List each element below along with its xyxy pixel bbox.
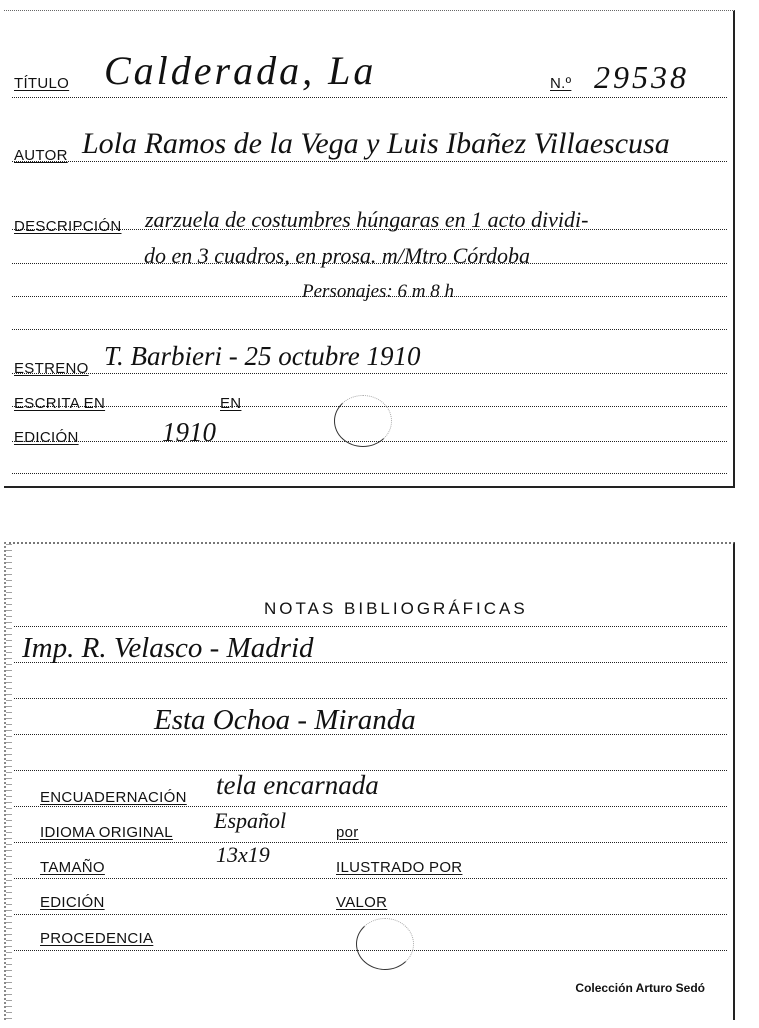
estreno-value: T. Barbieri - 25 octubre 1910 (104, 341, 421, 371)
rule-line (14, 698, 727, 699)
tamano-label: TAMAÑO (40, 859, 105, 876)
escrita-en-label: ESCRITA EN (14, 395, 106, 412)
rule-line (14, 878, 727, 879)
edicion-value: 1910 (162, 417, 216, 447)
titulo-label: TÍTULO (14, 75, 70, 92)
idioma-value: Español (214, 808, 287, 833)
idioma-label: IDIOMA ORIGINAL (40, 824, 173, 841)
autor-label: AUTOR (14, 147, 68, 164)
tamano-value: 13x19 (216, 842, 270, 867)
en-label: EN (220, 395, 242, 412)
rule-line (14, 842, 727, 843)
rule-line (14, 914, 727, 915)
edicion-back-label: EDICIÓN (40, 894, 105, 911)
procedencia-label: PROCEDENCIA (40, 930, 154, 947)
ilustrado-label: ILUSTRADO POR (336, 859, 463, 876)
encuadernacion-value: tela encarnada (216, 770, 379, 800)
estreno-label: ESTRENO (14, 360, 89, 377)
descripcion-line-3: Personajes: 6 m 8 h (302, 281, 454, 302)
note-line-1: Imp. R. Velasco - Madrid (22, 632, 314, 664)
numero-value: 29538 (594, 59, 689, 95)
rule-line (12, 373, 727, 374)
catalog-card-front (4, 10, 735, 488)
autor-value: Lola Ramos de la Vega y Luis Ibañez Villaescusa (82, 127, 670, 160)
collection-credit: Colección Arturo Sedó (575, 981, 705, 995)
rule-line (12, 161, 727, 162)
encuadernacion-label: ENCUADERNACIÓN (40, 789, 187, 806)
catalog-card-back (4, 542, 735, 1020)
note-line-2: Esta Ochoa - Miranda (154, 704, 416, 736)
rule-line (12, 329, 727, 330)
notas-heading: NOTAS BIBLIOGRÁFICAS (264, 599, 528, 618)
descripcion-line-1: zarzuela de costumbres húngaras en 1 acto dividi- (145, 207, 589, 232)
library-stamp (356, 918, 414, 970)
descripcion-label: DESCRIPCIÓN (14, 218, 122, 235)
rule-line (12, 97, 727, 98)
paper-edge (6, 544, 12, 1020)
descripcion-line-2: do en 3 cuadros, en prosa. m/Mtro Córdoba (144, 243, 531, 268)
rule-line (14, 626, 727, 627)
valor-label: VALOR (336, 894, 388, 911)
rule-line (14, 806, 727, 807)
edicion-label: EDICIÓN (14, 429, 79, 446)
por-label: por (336, 824, 359, 841)
numero-label: N.º (550, 75, 572, 92)
rule-line (12, 473, 727, 474)
library-stamp (334, 395, 392, 447)
titulo-value: Calderada, La (104, 48, 377, 93)
